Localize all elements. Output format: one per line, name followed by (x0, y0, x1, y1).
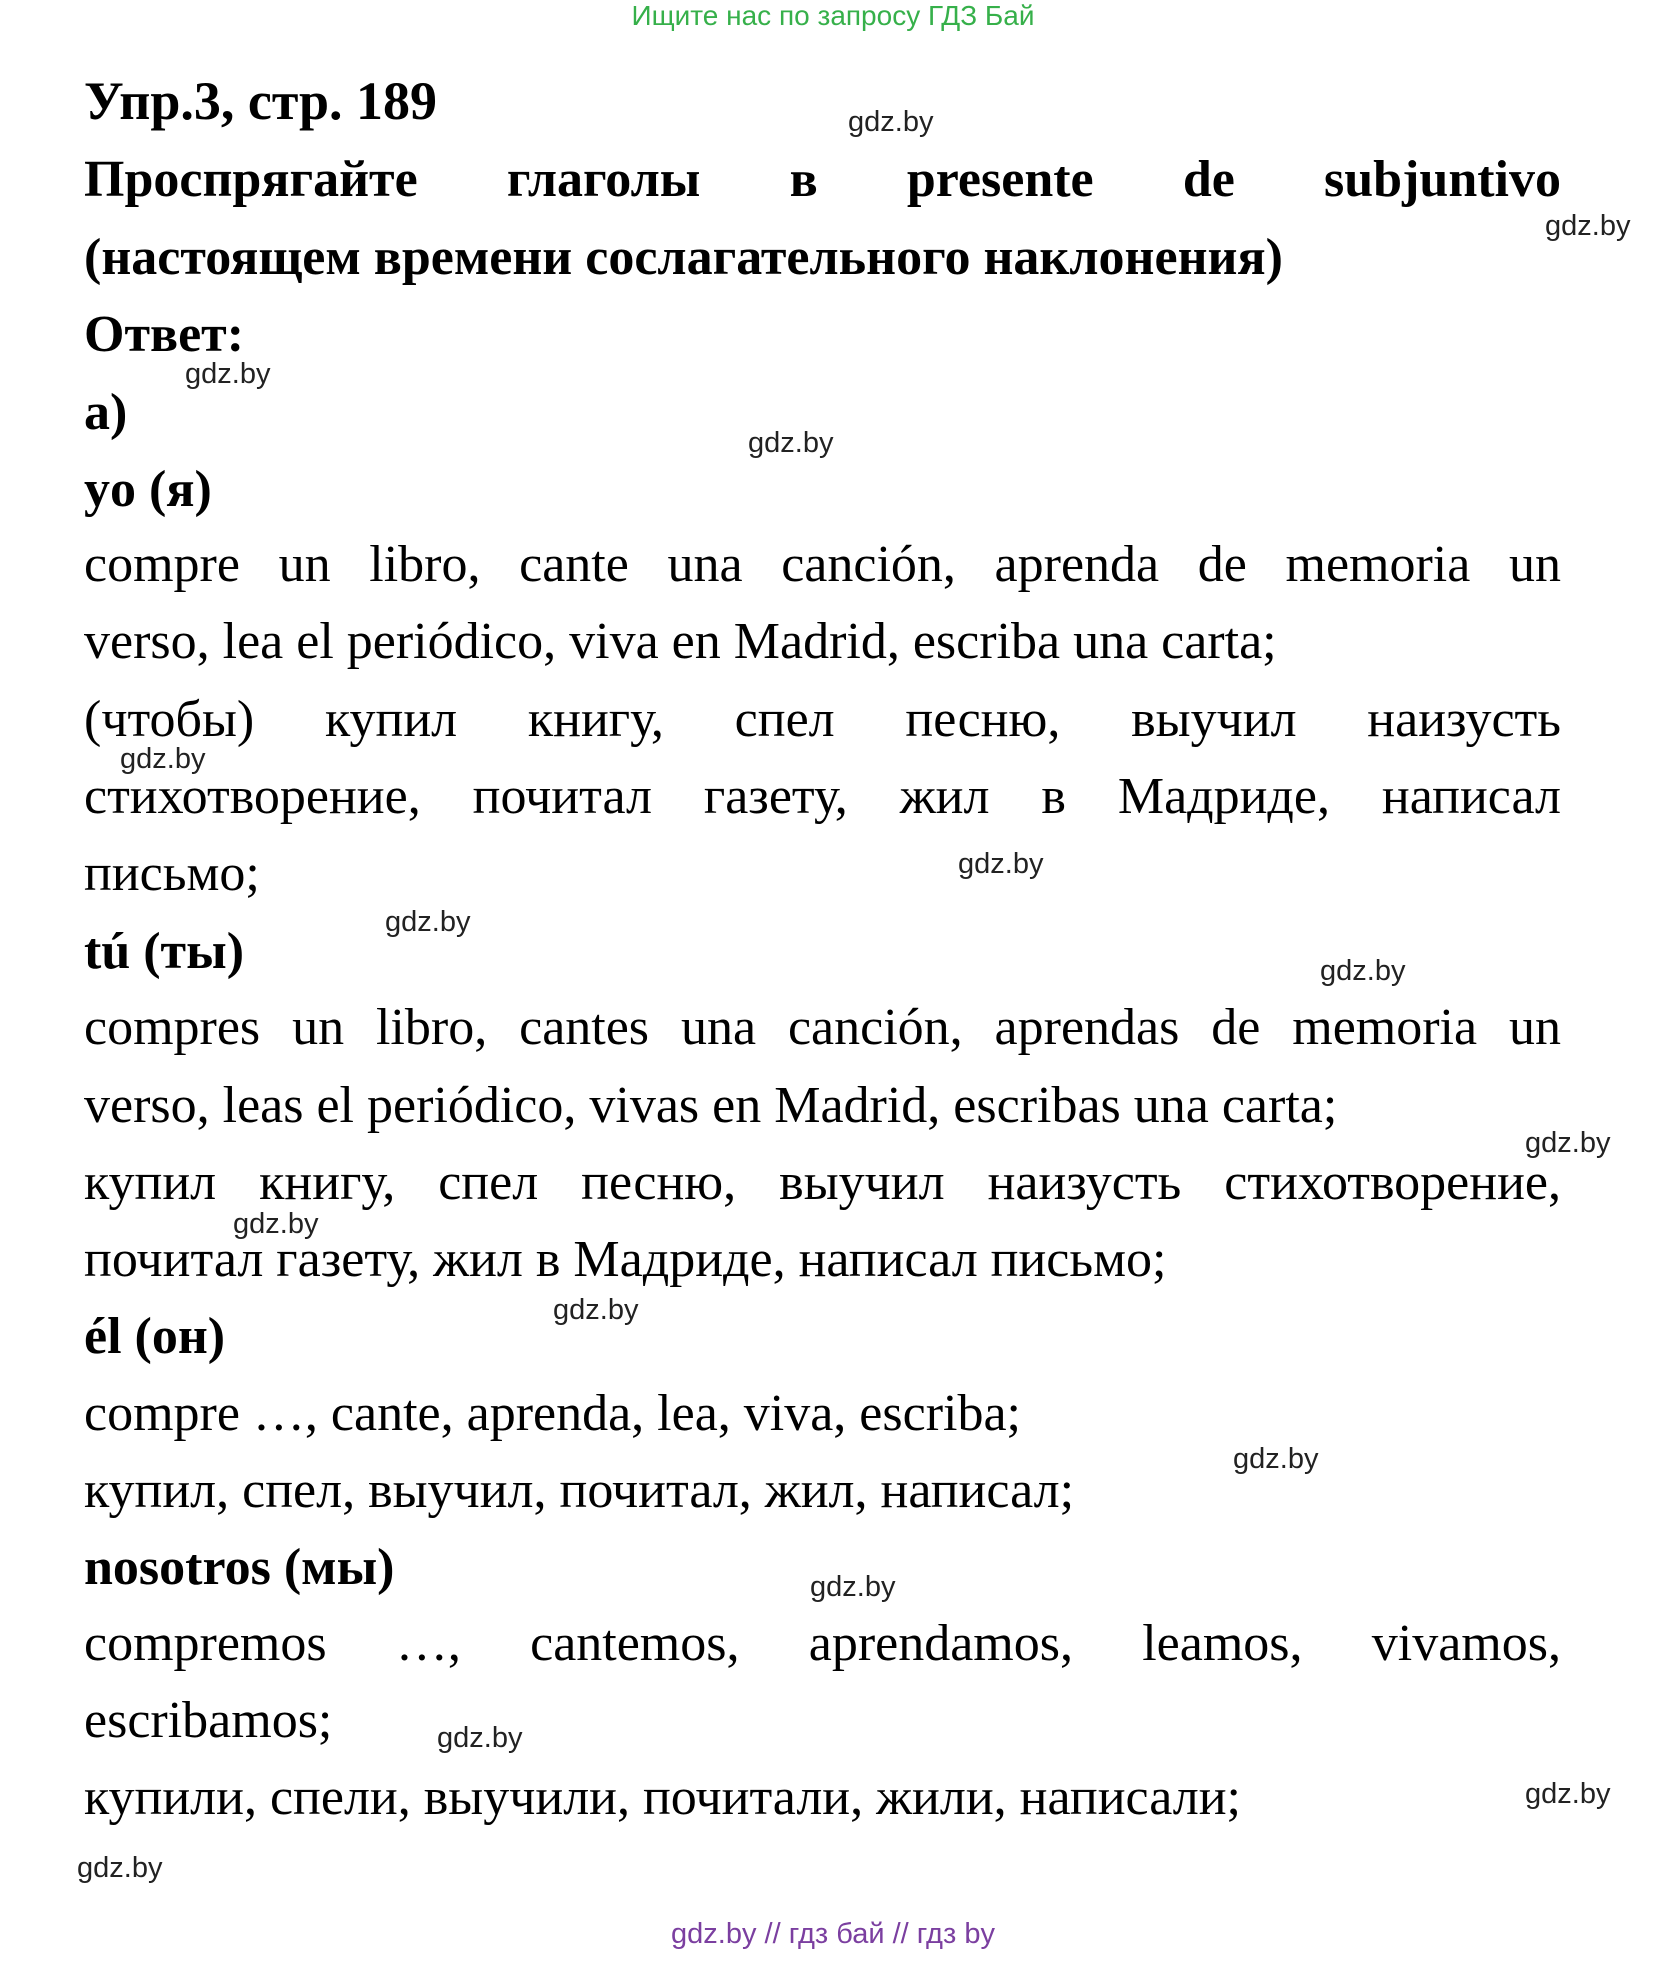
watermark: gdz.by (1525, 1778, 1611, 1810)
exercise-title: Упр.3, стр. 189 (84, 71, 438, 131)
watermark: gdz.by (77, 1852, 163, 1884)
watermark: gdz.by (1525, 1127, 1611, 1159)
watermark: gdz.by (1545, 210, 1631, 242)
yo-heading: yo (я) (84, 461, 212, 518)
yo-russian-line-1: (чтобы) купил книгу, спел песню, выучил наизусть (84, 691, 1561, 748)
watermark: gdz.by (848, 106, 934, 138)
watermark: gdz.by (120, 743, 206, 775)
tu-spanish-line-2: verso, leas el periódico, vivas en Madrid, escribas una carta; (84, 1077, 1338, 1134)
task-text-line-2: (настоящем времени сослагательного наклонения) (84, 229, 1283, 286)
el-heading: él (он) (84, 1308, 226, 1365)
nosotros-russian-line-1: купили, спели, выучили, почитали, жили, написали; (84, 1769, 1241, 1826)
watermark: gdz.by (233, 1208, 319, 1240)
nosotros-spanish-line-2: escribamos; (84, 1692, 333, 1749)
el-russian-line-1: купил, спел, выучил, почитал, жил, написал; (84, 1462, 1075, 1519)
part-a-label: а) (84, 384, 128, 441)
watermark: gdz.by (958, 848, 1044, 880)
el-spanish-line-1: compre …, cante, aprenda, lea, viva, escriba; (84, 1385, 1021, 1442)
watermark: gdz.by (437, 1722, 523, 1754)
footer-links[interactable]: gdz.by // гдз бай // гдз by (671, 1918, 995, 1950)
tu-russian-line-2: почитал газету, жил в Мадриде, написал письмо; (84, 1231, 1167, 1288)
tu-russian-line-1: купил книгу, спел песню, выучил наизусть стихотворение, (84, 1154, 1561, 1211)
watermark: gdz.by (748, 427, 834, 459)
nosotros-spanish-line-1: compremos …, cantemos, aprendamos, leamos, vivamos, (84, 1615, 1561, 1672)
watermark: gdz.by (185, 358, 271, 390)
yo-russian-line-3: письмо; (84, 845, 260, 902)
task-text-line-1: Проспрягайте глаголы в presente de subjuntivo (84, 151, 1561, 208)
watermark: gdz.by (1233, 1443, 1319, 1475)
yo-spanish-line-1: compre un libro, cante una canción, aprenda de memoria un (84, 536, 1561, 593)
yo-russian-line-2: стихотворение, почитал газету, жил в Мадриде, написал (84, 768, 1561, 825)
top-search-banner[interactable]: Ищите нас по запросу ГДЗ Бай (631, 0, 1035, 31)
watermark: gdz.by (385, 906, 471, 938)
tu-heading: tú (ты) (84, 923, 245, 980)
yo-spanish-line-2: verso, lea el periódico, viva en Madrid, escriba una carta; (84, 613, 1277, 670)
watermark: gdz.by (1320, 955, 1406, 987)
tu-spanish-line-1: compres un libro, cantes una canción, aprendas de memoria un (84, 999, 1561, 1056)
watermark: gdz.by (553, 1294, 639, 1326)
nosotros-heading: nosotros (мы) (84, 1539, 395, 1596)
watermark: gdz.by (810, 1571, 896, 1603)
answer-label: Ответ: (84, 306, 245, 363)
